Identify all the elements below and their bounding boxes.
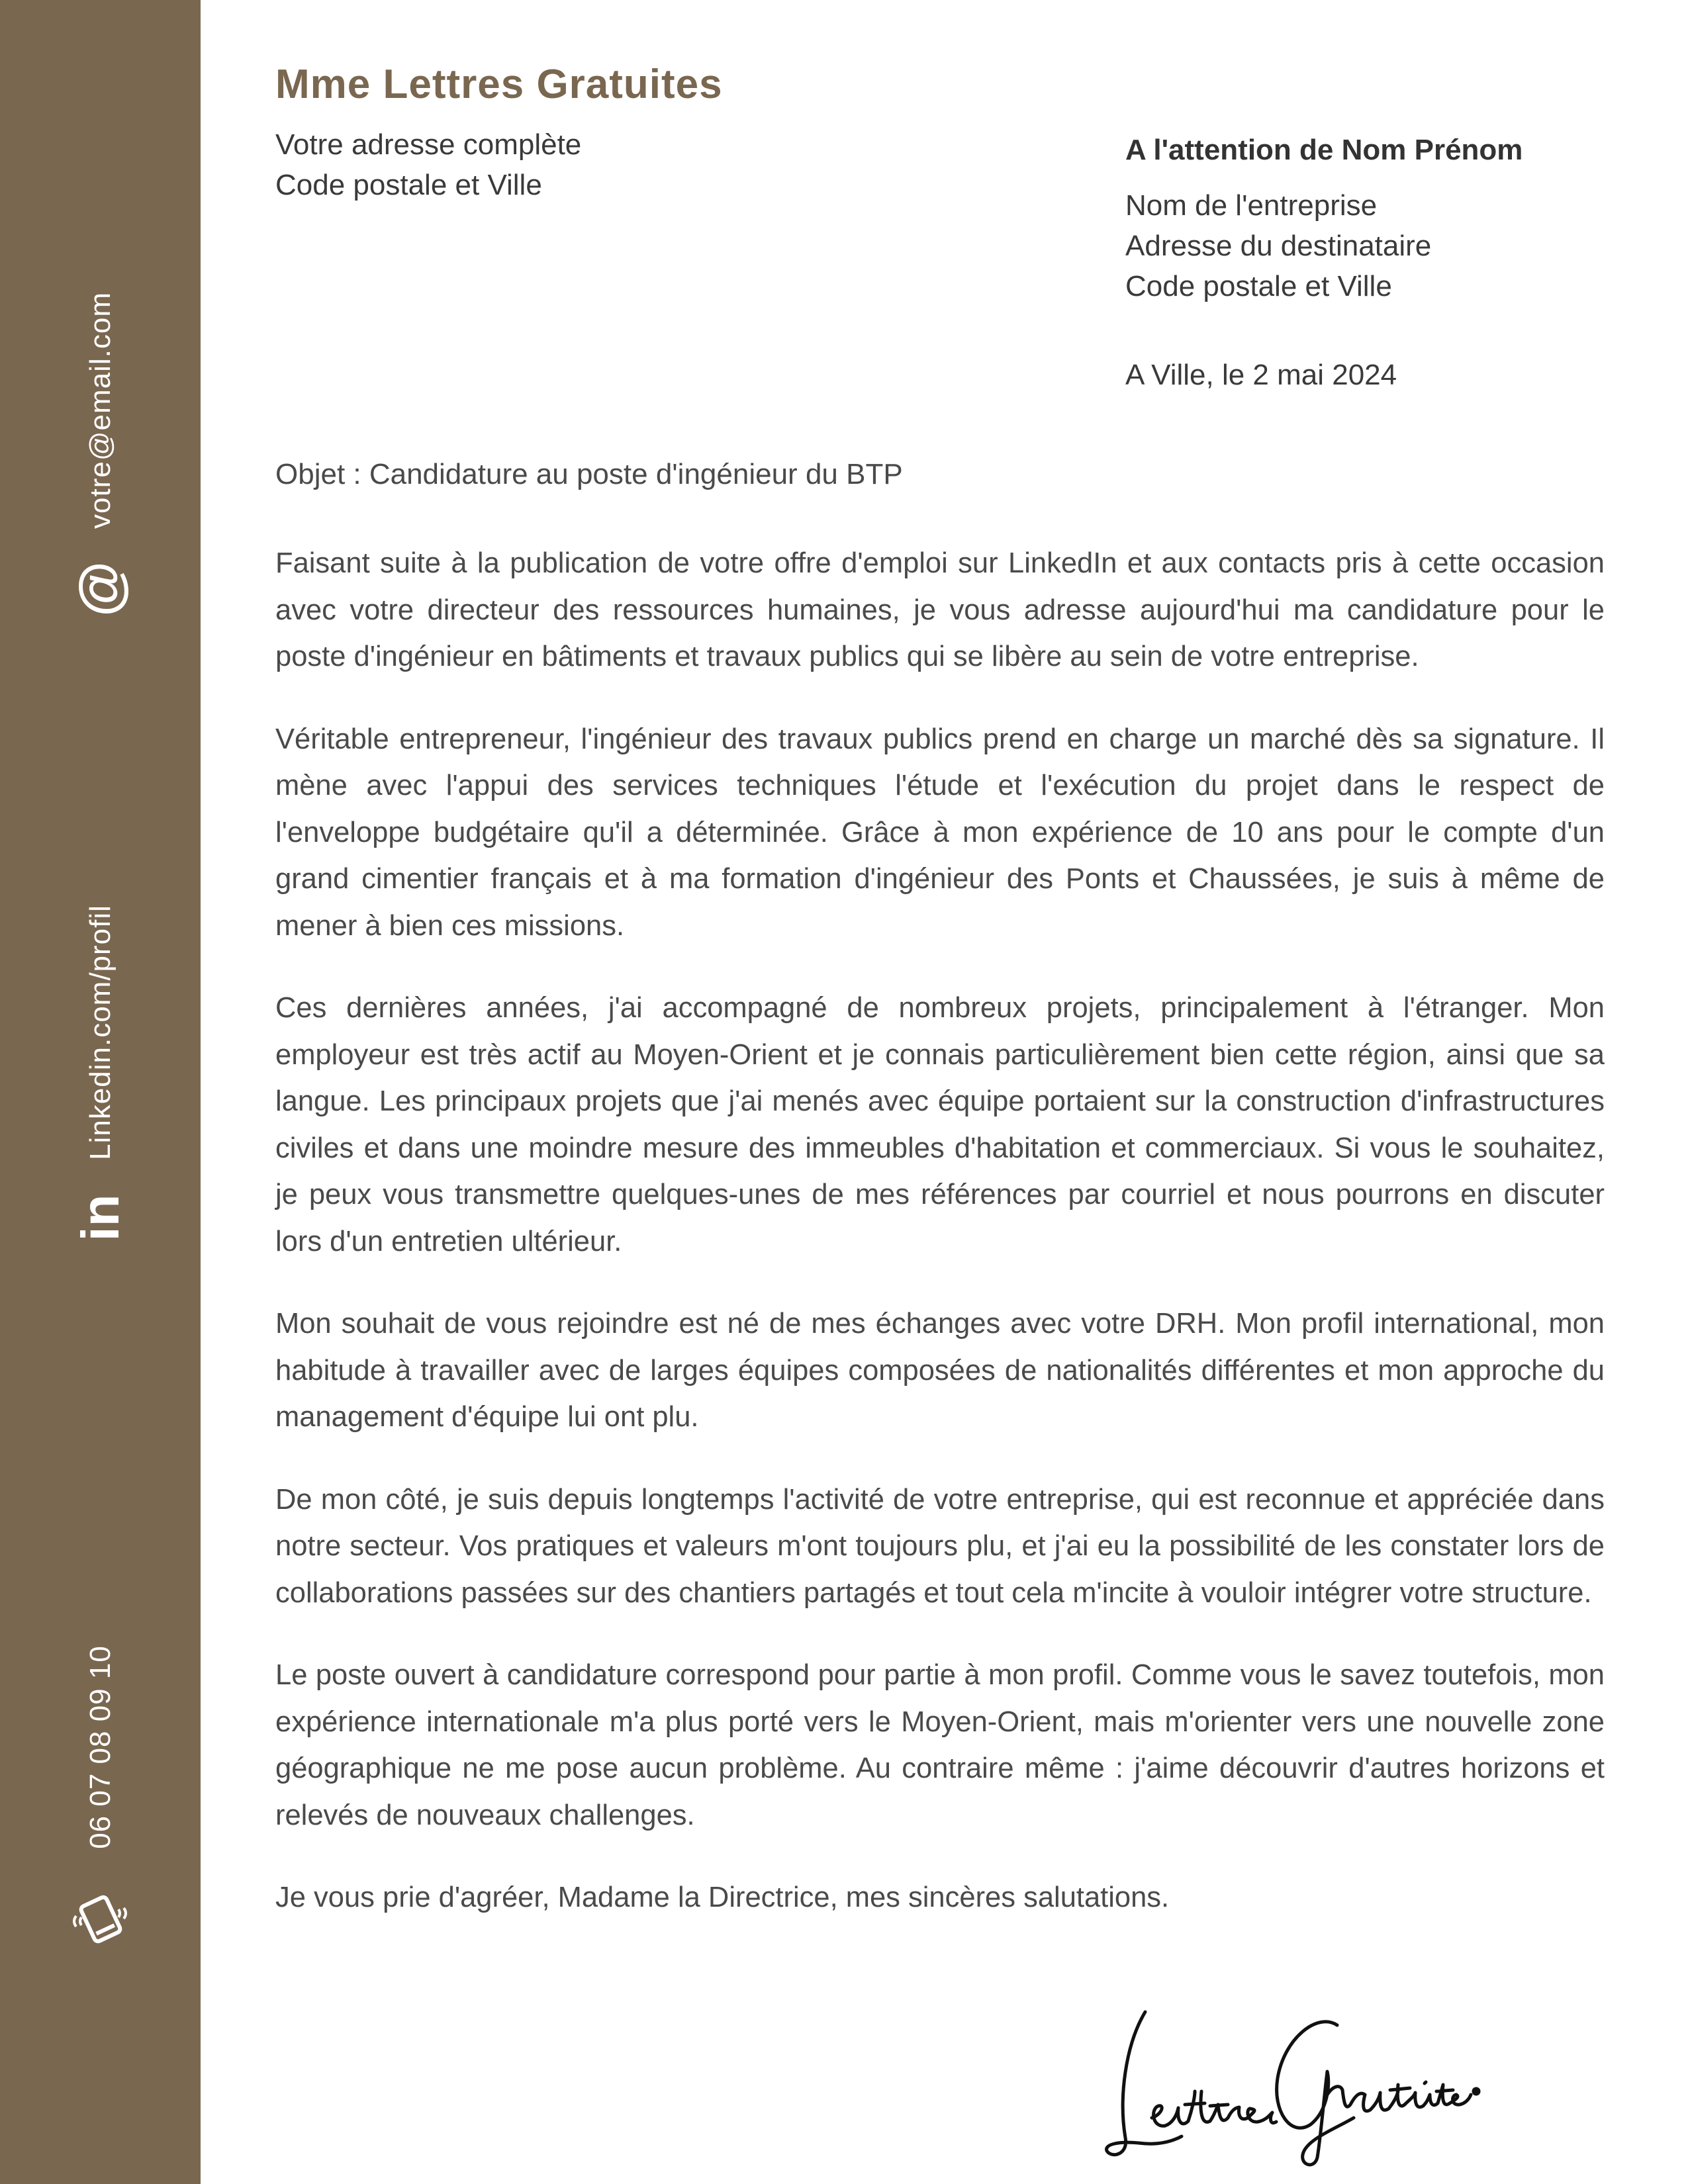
body-paragraph: Faisant suite à la publication de votre offre d'emploi sur LinkedIn et aux contacts pris à cette occasion avec votre directeur des ressources humaines, je vous adresse aujourd'hui ma candidature pour le poste d'ingénieur en bâtiments et travaux publics qui se libère au sein de votre entreprise. [275,547,1605,672]
letter-date: A Ville, le 2 mai 2024 [1125,359,1397,391]
recipient-city: Code postale et Ville [1125,270,1392,302]
sender-address: Votre adresse complète [275,128,582,161]
contact-sidebar [0,0,201,2184]
letter-body [275,540,1605,1957]
sender-name: Mme Lettres Gratuites [275,62,723,107]
recipient-address: Adresse du destinataire [1125,230,1432,262]
body-paragraph: Véritable entrepreneur, l'ingénieur des travaux publics prend en charge un marché dès sa signature. Il mène avec l'appui des services techniques l'étude et l'exécution du projet dans le respect de l'enveloppe budgétaire qu'il a déterminée. Grâce à mon expérience de 10 ans pour le compte d'un grand cimentier français et à ma formation d'ingénieur des Ponts et Chaussées, je suis à même de mener à bien ces missions. [275,723,1605,942]
body-paragraph: Ces dernières années, j'ai accompagné de nombreux projets, principalement à l'étranger. Mon employeur est très actif au Moyen-Orient et je connais particulièrement bien cette région, ainsi que sa langue. Les principaux projets que j'ai menés avec équipe portaient sur la construction d'infrastructures civiles et dans une moindre mesure des immeubles d'habitation et commerciaux. Si vous le souhaitez, je peux vous transmettre quelques-unes de mes références par courriel et nous pourrons en discuter lors d'un entretien ultérieur. [275,992,1605,1257]
sidebar-phone[interactable]: 06 07 08 09 10 [84,1645,117,1849]
sidebar-linkedin[interactable]: Linkedin.com/profil [84,905,117,1160]
sidebar-email[interactable]: votre@email.com [84,292,117,529]
body-paragraph: De mon côté, je suis depuis longtemps l'activité de votre entreprise, qui est reconnue et appréciée dans notre secteur. Vos pratiques et valeurs m'ont toujours plu, et j'ai eu la possibilité de les constater lors de collaborations passées sur des chantiers partagés et tout cela m'incite à vouloir intégrer votre structure. [275,1483,1605,1609]
recipient-attention: A l'attention de Nom Prénom [1125,134,1523,166]
body-paragraph: Mon souhait de vous rejoindre est né de mes échanges avec votre DRH. Mon profil international, mon habitude à travailler avec de larges équipes composées de nationalités différentes et mon approche du management d'équipe lui ont plu. [275,1308,1605,1433]
sender-city: Code postale et Ville [275,169,542,201]
letter-subject: Objet : Candidature au poste d'ingénieur du BTP [275,458,903,490]
body-paragraph: Le poste ouvert à candidature correspond pour partie à mon profil. Comme vous le savez toutefois, mon expérience internationale m'a plus porté vers le Moyen-Orient, mais m'orienter vers une nouvelle zone géographique ne me pose aucun problème. Au contraire même : j'aime découvrir d'autres horizons et relevés de nouveaux challenges. [275,1659,1605,1831]
closing-paragraph: Je vous prie d'agréer, Madame la Directrice, mes sincères salutations. [275,1882,1170,1913]
phone-icon [71,1889,130,1949]
handwritten-signature [1099,1985,1483,2174]
recipient-company: Nom de l'entreprise [1125,189,1378,222]
at-icon: @ [68,561,132,617]
linkedin-icon: in [71,1194,130,1242]
